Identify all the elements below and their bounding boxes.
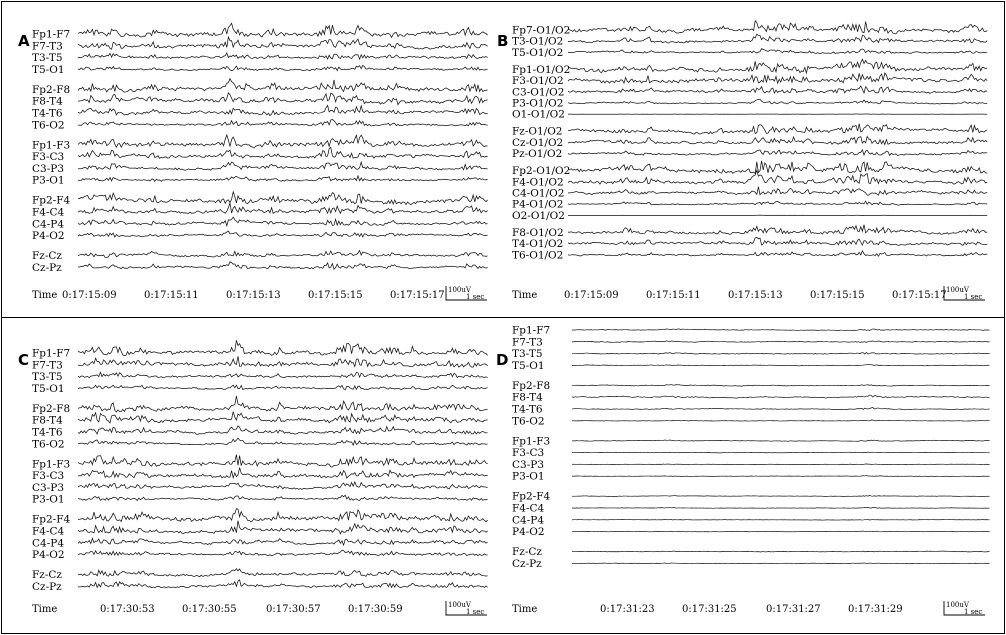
channel-label: Fp1-O1/O2 — [512, 63, 571, 76]
scale-bar-duration: 1 sec — [466, 293, 485, 301]
channel-label: C3-P3 — [32, 481, 65, 494]
channel-label: P4-O2 — [512, 526, 545, 539]
channel-label: F3-C3 — [32, 151, 65, 164]
channel-label: C3-P3 — [32, 162, 65, 175]
channel-label: Fp7-O1/O2 — [512, 24, 571, 37]
panel-label: C — [18, 351, 30, 369]
channel-label: Cz-Pz — [32, 580, 62, 593]
channel-label: Fp2-F8 — [32, 83, 71, 96]
channel-label: T4-T6 — [512, 403, 543, 416]
channel-label: F4-O1/O2 — [512, 176, 564, 189]
time-tick-label: 0:17:15:15 — [308, 290, 363, 301]
time-tick-label: 0:17:30:55 — [182, 604, 237, 615]
time-tick-label: 0:17:30:57 — [266, 604, 321, 615]
scale-bar-duration: 1 sec — [964, 293, 983, 301]
channel-label: C3-O1/O2 — [512, 86, 565, 99]
channel-label: T6-O2 — [32, 119, 65, 132]
channel-label: C4-O1/O2 — [512, 187, 565, 200]
channel-label: F3-C3 — [512, 447, 545, 460]
channel-label: P3-O1/O2 — [512, 97, 564, 110]
channel-label: F8-T4 — [32, 414, 63, 427]
channel-label: Fp2-F4 — [512, 490, 551, 503]
channel-label: Fp1-F7 — [32, 28, 71, 41]
channel-label: Fz-O1/O2 — [512, 125, 563, 138]
time-tick-label: 0:17:15:15 — [810, 290, 865, 301]
channel-label: F4-C4 — [512, 502, 545, 515]
channel-label: C3-P3 — [512, 458, 545, 471]
channel-label: Fz-Cz — [512, 546, 542, 559]
channel-label: T3-T5 — [512, 348, 543, 361]
time-tick-label: 0:17:15:13 — [728, 290, 783, 301]
channel-label: T6-O1/O2 — [512, 249, 564, 262]
time-axis-label: Time — [32, 290, 58, 301]
time-tick-label: 0:17:15:09 — [62, 290, 117, 301]
channel-label: Fp1-F7 — [32, 347, 71, 360]
time-tick-label: 0:17:15:11 — [646, 290, 701, 301]
channel-label: F3-C3 — [32, 470, 65, 483]
channel-label: T5-O1 — [32, 63, 65, 76]
channel-label: C4-P4 — [32, 218, 65, 231]
time-tick-label: 0:17:15:11 — [144, 290, 199, 301]
channel-label: F8-T4 — [32, 95, 63, 108]
time-tick-label: 0:17:31:27 — [766, 604, 821, 615]
channel-label: T3-T5 — [32, 52, 63, 65]
time-tick-label: 0:17:30:59 — [348, 604, 403, 615]
channel-label: Fp1-F3 — [32, 139, 71, 152]
channel-label: T3-O1/O2 — [512, 35, 564, 48]
channel-label: F7-T3 — [32, 359, 63, 372]
channel-label: P4-O2 — [32, 549, 65, 562]
channel-label: Pz-O1/O2 — [512, 148, 563, 161]
channel-label: F7-T3 — [32, 40, 63, 53]
scale-bar-duration: 1 sec — [466, 608, 485, 616]
panel-label: D — [496, 351, 509, 369]
channel-label: P3-O1 — [32, 493, 65, 506]
scale-bar-duration: 1 sec — [964, 608, 983, 616]
time-tick-label: 0:17:31:25 — [682, 604, 737, 615]
scale-bar-amplitude: 100uV — [946, 601, 969, 609]
channel-label: F3-O1/O2 — [512, 75, 564, 88]
channel-label: T3-T5 — [32, 371, 63, 384]
channel-label: T5-O1/O2 — [512, 46, 564, 59]
time-axis-label: Time — [512, 290, 538, 301]
channel-label: P3-O1 — [512, 470, 545, 483]
channel-label: Fz-Cz — [32, 250, 62, 263]
channel-label: Cz-Pz — [32, 261, 62, 274]
channel-label: T4-O1/O2 — [512, 238, 564, 251]
channel-label: T6-O2 — [512, 415, 545, 428]
channel-label: C4-P4 — [32, 537, 65, 550]
channel-label: Cz-Pz — [512, 557, 542, 570]
time-axis-label: Time — [32, 604, 58, 615]
scale-bar-amplitude: 100uV — [448, 286, 471, 294]
scale-bar-amplitude: 100uV — [448, 601, 471, 609]
channel-label: P4-O1/O2 — [512, 198, 564, 211]
channel-label: Fp1-F3 — [32, 458, 71, 471]
channel-label: T4-T6 — [32, 426, 63, 439]
channel-label: F4-C4 — [32, 525, 65, 538]
scale-bar-amplitude: 100uV — [946, 286, 969, 294]
time-tick-label: 0:17:15:09 — [564, 290, 619, 301]
channel-label: O1-O1/O2 — [512, 108, 565, 121]
channel-label: F8-O1/O2 — [512, 226, 564, 239]
channel-label: T5-O1 — [512, 359, 545, 372]
time-tick-label: 0:17:31:29 — [848, 604, 903, 615]
channel-label: F8-T4 — [512, 391, 543, 404]
channel-label: O2-O1/O2 — [512, 209, 565, 222]
channel-label: T6-O2 — [32, 438, 65, 451]
channel-label: Fp2-F8 — [32, 402, 71, 415]
channel-label: C4-P4 — [512, 514, 545, 527]
channel-label: Fp2-F8 — [512, 379, 551, 392]
time-tick-label: 0:17:31:23 — [600, 604, 655, 615]
panel-label: A — [18, 32, 30, 50]
channel-label: Fp1-F7 — [512, 324, 551, 337]
channel-label: Fz-Cz — [32, 569, 62, 582]
panel-label: B — [497, 32, 509, 50]
channel-label: T5-O1 — [32, 382, 65, 395]
channel-label: P3-O1 — [32, 174, 65, 187]
time-tick-label: 0:17:30:53 — [100, 604, 155, 615]
channel-label: Fp2-F4 — [32, 194, 71, 207]
channel-label: Fp1-F3 — [512, 435, 551, 448]
channel-label: P4-O2 — [32, 230, 65, 243]
channel-label: Cz-O1/O2 — [512, 136, 564, 149]
channel-label: F7-T3 — [512, 336, 543, 349]
channel-label: Fp2-O1/O2 — [512, 165, 571, 178]
time-axis-label: Time — [512, 604, 538, 615]
channel-label: T4-T6 — [32, 107, 63, 120]
channel-label: Fp2-F4 — [32, 513, 71, 526]
time-tick-label: 0:17:15:17 — [892, 290, 947, 301]
channel-label: F4-C4 — [32, 206, 65, 219]
time-tick-label: 0:17:15:13 — [226, 290, 281, 301]
time-tick-label: 0:17:15:17 — [390, 290, 445, 301]
